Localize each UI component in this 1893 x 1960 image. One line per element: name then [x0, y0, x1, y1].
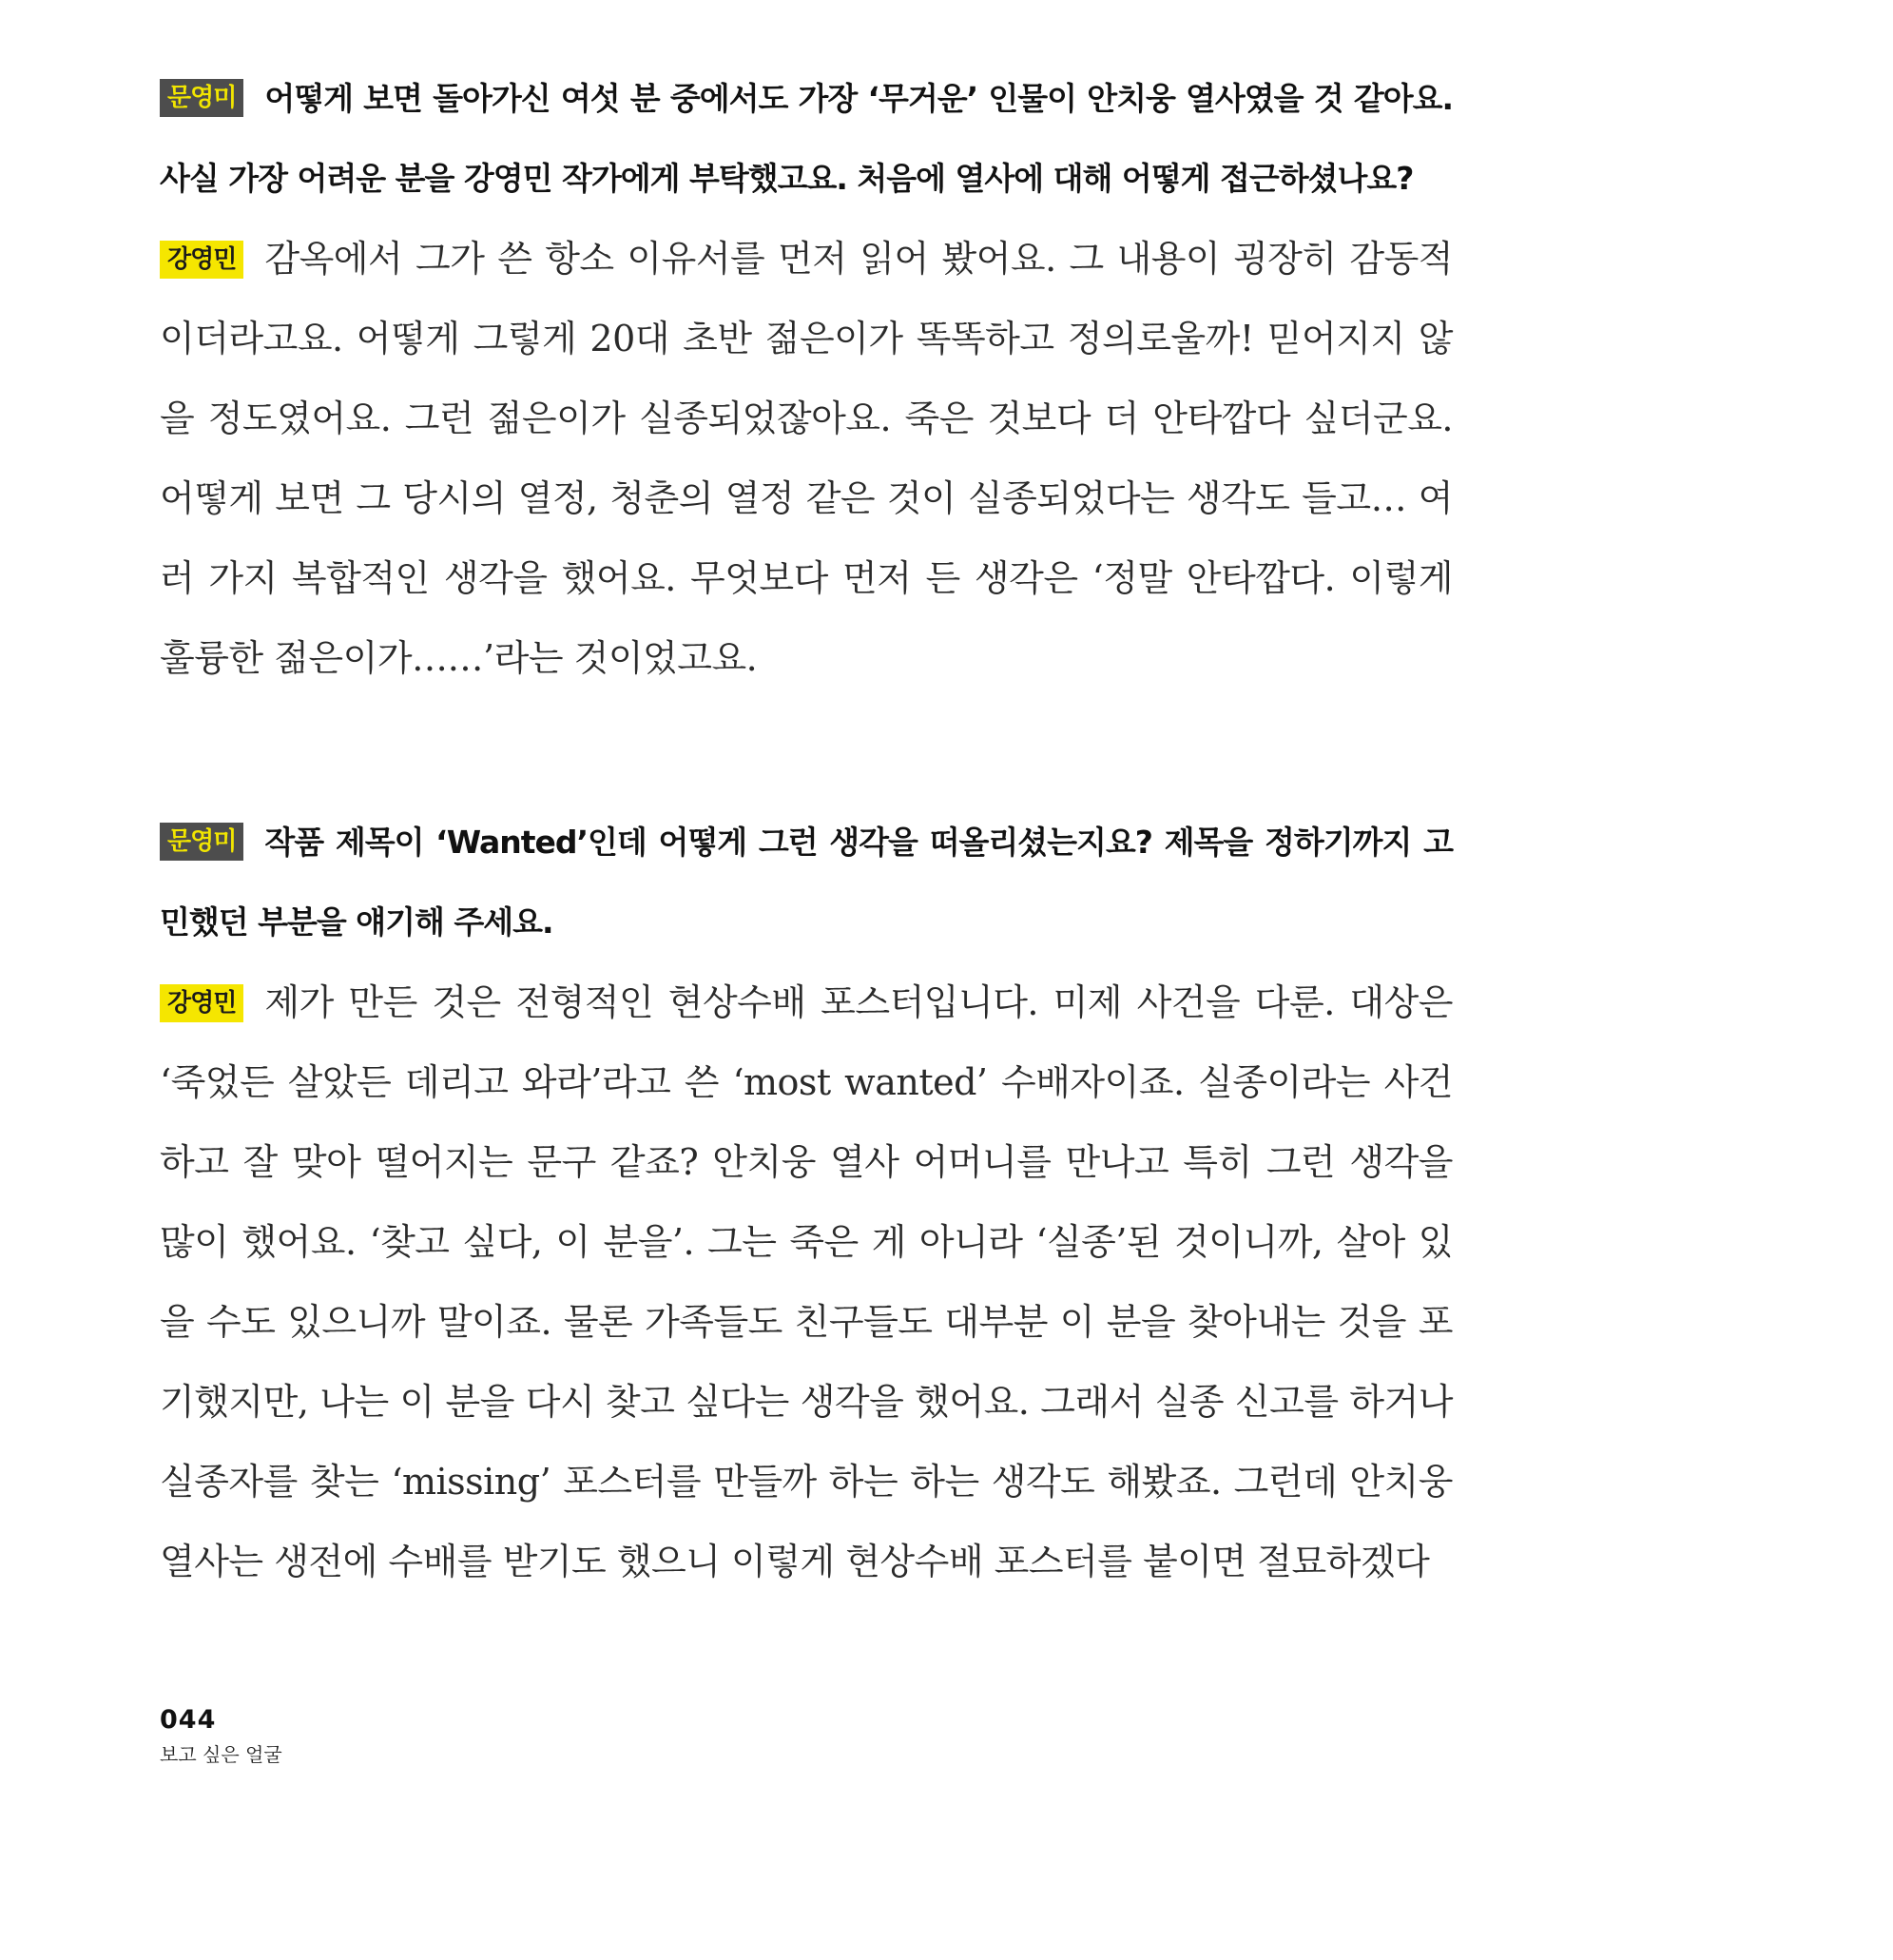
qa-block-2	[160, 803, 1453, 1601]
interview-content	[160, 59, 1453, 1601]
question-text: 작품 제목이 ‘Wanted’인데 어떻게 그런 생각을 떠올리셨는지요? 제목을 정하기까지 고민했던 부분을 얘기해 주세요.	[160, 824, 1453, 941]
answer-paragraph	[160, 219, 1453, 698]
interviewer-speaker-tag: 문영미	[160, 823, 243, 861]
qa-block-1	[160, 59, 1453, 698]
book-title: 보고 싶은 얼굴	[160, 1743, 282, 1766]
page-number: 044	[160, 1705, 217, 1735]
question-paragraph	[160, 59, 1453, 219]
interviewer-speaker-tag: 문영미	[160, 79, 243, 117]
answer-text: 제가 만든 것은 전형적인 현상수배 포스터입니다. 미제 사건을 다룬. 대상은 ‘죽었든 살았든 데리고 와라’라고 쓴 ‘most wanted’ 수배자이죠. 실종이라는 사건하고 잘 맞아 떨어지는 문구 같죠? 안치웅 열사 어머니를 만나고 특히 그런 생각을 많이 했어요. ‘찾고 싶다, 이 분을’. 그는 죽은 게 아니라 ‘실종’된 것이니까, 살아 있을 수도 있으니까 말이죠. 물론 가족들도 친구들도 대부분 이 분을 찾아내는 것을 포기했지만, 나는 이 분을 다시 찾고 싶다는 생각을 했어요. 그래서 실종 신고를 하거나 실종자를 찾는 ‘missing’ 포스터를 만들까 하는 하는 생각도 해봤죠. 그런데 안치웅 열사는 생전에 수배를 받기도 했으니 이렇게 현상수배 포스터를 붙이면 절묘하겠다	[160, 981, 1453, 1582]
question-text: 어떻게 보면 돌아가신 여섯 분 중에서도 가장 ‘무거운’ 인물이 안치웅 열사였을 것 같아요. 사실 가장 어려운 분을 강영민 작가에게 부탁했고요. 처음에 열사에 대해 어떻게 접근하셨나요?	[160, 80, 1453, 197]
page-footer	[160, 1704, 282, 1769]
answer-text: 감옥에서 그가 쓴 항소 이유서를 먼저 읽어 봤어요. 그 내용이 굉장히 감동적이더라고요. 어떻게 그렇게 20대 초반 젊은이가 똑똑하고 정의로울까! 믿어지지 않을 정도였어요. 그런 젊은이가 실종되었잖아요. 죽은 것보다 더 안타깝다 싶더군요. 어떻게 보면 그 당시의 열정, 청춘의 열정 같은 것이 실종되었다는 생각도 들고… 여러 가지 복합적인 생각을 했어요. 무엇보다 먼저 든 생각은 ‘정말 안타깝다. 이렇게 훌륭한 젊은이가……’라는 것이었고요.	[160, 238, 1453, 679]
question-paragraph	[160, 803, 1453, 962]
answer-paragraph	[160, 962, 1453, 1601]
artist-speaker-tag: 강영민	[160, 984, 243, 1022]
artist-speaker-tag: 강영민	[160, 241, 243, 279]
